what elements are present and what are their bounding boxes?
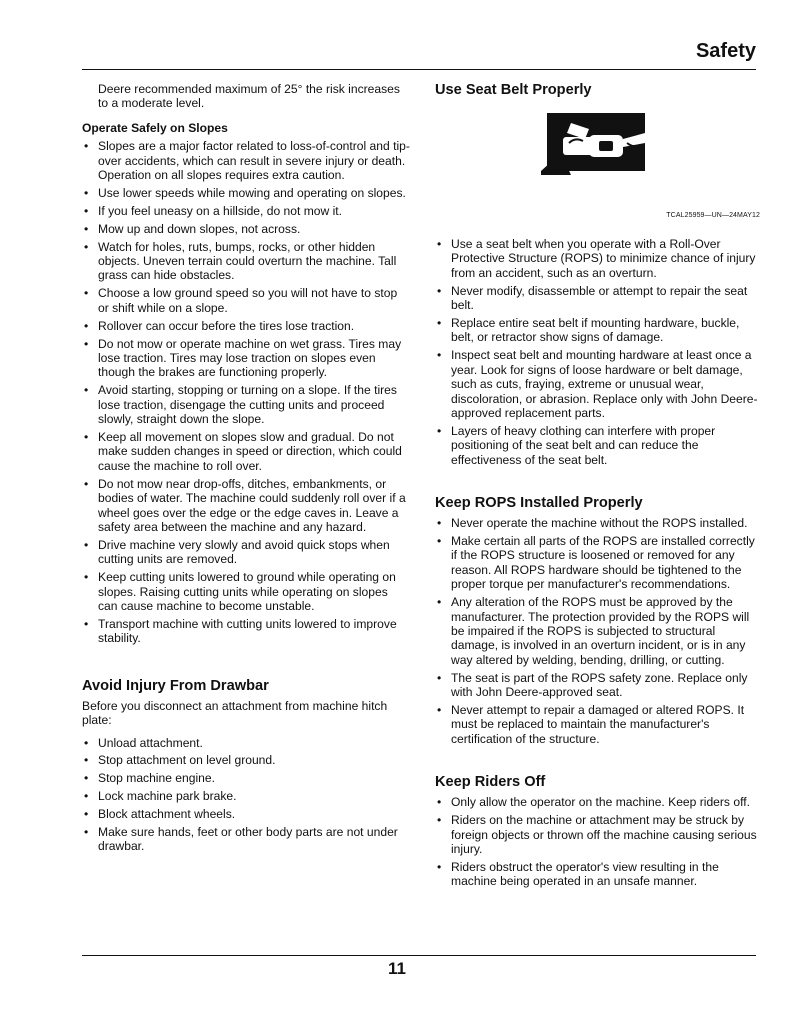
list-item: • The seat is part of the ROPS safety zone. Replace only with John Deere-approved seat. [435, 671, 760, 700]
list-item: • Use a seat belt when you operate with a Roll-Over Protective Structure (ROPS) to minimize chance of injury from an accident, such as an overturn. [435, 237, 760, 280]
rops-section [435, 495, 760, 746]
slopes-heading: Operate Safely on Slopes [82, 120, 228, 135]
seat-belt-figure [435, 113, 760, 219]
list-item: • Never operate the machine without the ROPS installed. [435, 516, 760, 530]
list-item: • Riders obstruct the operator's view resulting in the machine being operated in an unsafe manner. [435, 860, 760, 889]
seat-belt-heading: Use Seat Belt Properly [435, 82, 592, 98]
list-item: • Keep all movement on slopes slow and gradual. Do not make sudden changes in speed or direction, which could cause the machine to roll over. [82, 430, 410, 473]
page-title: Safety [695, 40, 756, 62]
drawbar-section [82, 678, 410, 854]
riders-section [435, 774, 760, 888]
slopes-list [82, 139, 410, 646]
list-item: • Transport machine with cutting units lowered to improve stability. [82, 617, 410, 646]
right-column [435, 82, 760, 892]
list-item: • Use lower speeds while mowing and operating on slopes. [82, 186, 410, 200]
list-item: • Do not mow near drop-offs, ditches, embankments, or bodies of water. The machine could suddenly roll over if a wheel goes over the edge or the edge caves in. Leave a safety area between the machine and any hazard. [82, 477, 410, 535]
list-item: • Only allow the operator on the machine. Keep riders off. [435, 795, 760, 809]
footer-rule [82, 955, 756, 956]
riders-heading: Keep Riders Off [435, 774, 546, 791]
list-item: • Slopes are a major factor related to loss-of-control and tip-over accidents, which can result in severe injury or death. Operation on all slopes requires extra caution. [82, 139, 410, 182]
list-item: • Rollover can occur before the tires lose traction. [82, 319, 410, 333]
list-item: • Choose a low ground speed so you will not have to stop or shift while on a slope. [82, 286, 410, 315]
seat-belt-buckle-icon [541, 113, 651, 175]
slope-intro-text: Deere recommended maximum of 25° the risk increases to a moderate level. [98, 82, 400, 111]
list-item: • Inspect seat belt and mounting hardware at least once a year. Look for signs of loose hardware or belt damage, such as cuts, fraying, extreme or unusual wear, discoloration, or abrasion. Replace only with John Deere-approved replacement parts. [435, 348, 760, 420]
page-number: 11 [388, 959, 406, 978]
list-item: • Watch for holes, ruts, bumps, rocks, or other hidden objects. Uneven terrain could overturn the machine. Tall grass can hide obstacles. [82, 240, 410, 283]
header-rule [82, 69, 756, 70]
drawbar-list [82, 736, 410, 854]
list-item: • Do not mow or operate machine on wet grass. Tires may lose traction. Tires may lose traction on slopes even though the brakes are functioning properly. [82, 337, 410, 380]
list-item: • Replace entire seat belt if mounting hardware, buckle, belt, or retractor show signs of damage. [435, 316, 760, 345]
rops-heading: Keep ROPS Installed Properly [435, 495, 643, 512]
rops-list [435, 516, 760, 746]
list-item: • Drive machine very slowly and avoid quick stops when cutting units are removed. [82, 538, 410, 567]
drawbar-heading: Avoid Injury From Drawbar [82, 677, 269, 694]
list-item: • Layers of heavy clothing can interfere with proper positioning of the seat belt and can reduce the effectiveness of the seat belt. [435, 424, 760, 467]
list-item: • Stop attachment on level ground. [82, 753, 410, 767]
list-item: • Any alteration of the ROPS must be approved by the manufacturer. The protection provided by the ROPS will be impaired if the ROPS is subjected to structural damage, is involved in an overturn incident, or is in any way altered by welding, bending, drilling, or cutting. [435, 595, 760, 667]
left-column [82, 82, 410, 857]
riders-list [435, 795, 760, 888]
seat-belt-section [435, 82, 760, 467]
seat-belt-list [435, 237, 760, 467]
list-item: • Unload attachment. [82, 736, 410, 750]
list-item: • If you feel uneasy on a hillside, do not mow it. [82, 204, 410, 218]
list-item: • Keep cutting units lowered to ground while operating on slopes. Raising cutting units while operating on slopes can cause machine to become unstable. [82, 570, 410, 613]
list-item: • Riders on the machine or attachment may be struck by foreign objects or thrown off the machine causing serious injury. [435, 813, 760, 856]
list-item: • Stop machine engine. [82, 771, 410, 785]
list-item: • Mow up and down slopes, not across. [82, 222, 410, 236]
list-item: • Avoid starting, stopping or turning on a slope. If the tires lose traction, disengage the cutting units and proceed slowly, straight down the slope. [82, 383, 410, 426]
list-item: • Make certain all parts of the ROPS are installed correctly if the ROPS structure is loosened or removed for any reason. All ROPS hardware should be tightened to the proper torque per manufacturer's recommendations. [435, 534, 760, 592]
list-item: • Never modify, disassemble or attempt to repair the seat belt. [435, 284, 760, 313]
list-item: • Block attachment wheels. [82, 807, 410, 821]
drawbar-intro-text: Before you disconnect an attachment from machine hitch plate: [82, 698, 388, 728]
list-item: • Never attempt to repair a damaged or altered ROPS. It must be replaced to maintain the manufacturer's certification of the structure. [435, 703, 760, 746]
list-item: • Make sure hands, feet or other body parts are not under drawbar. [82, 825, 410, 854]
list-item: • Lock machine park brake. [82, 789, 410, 803]
figure-caption: TCAL25959—UN—24MAY12 [666, 212, 760, 219]
slopes-section [82, 121, 410, 646]
